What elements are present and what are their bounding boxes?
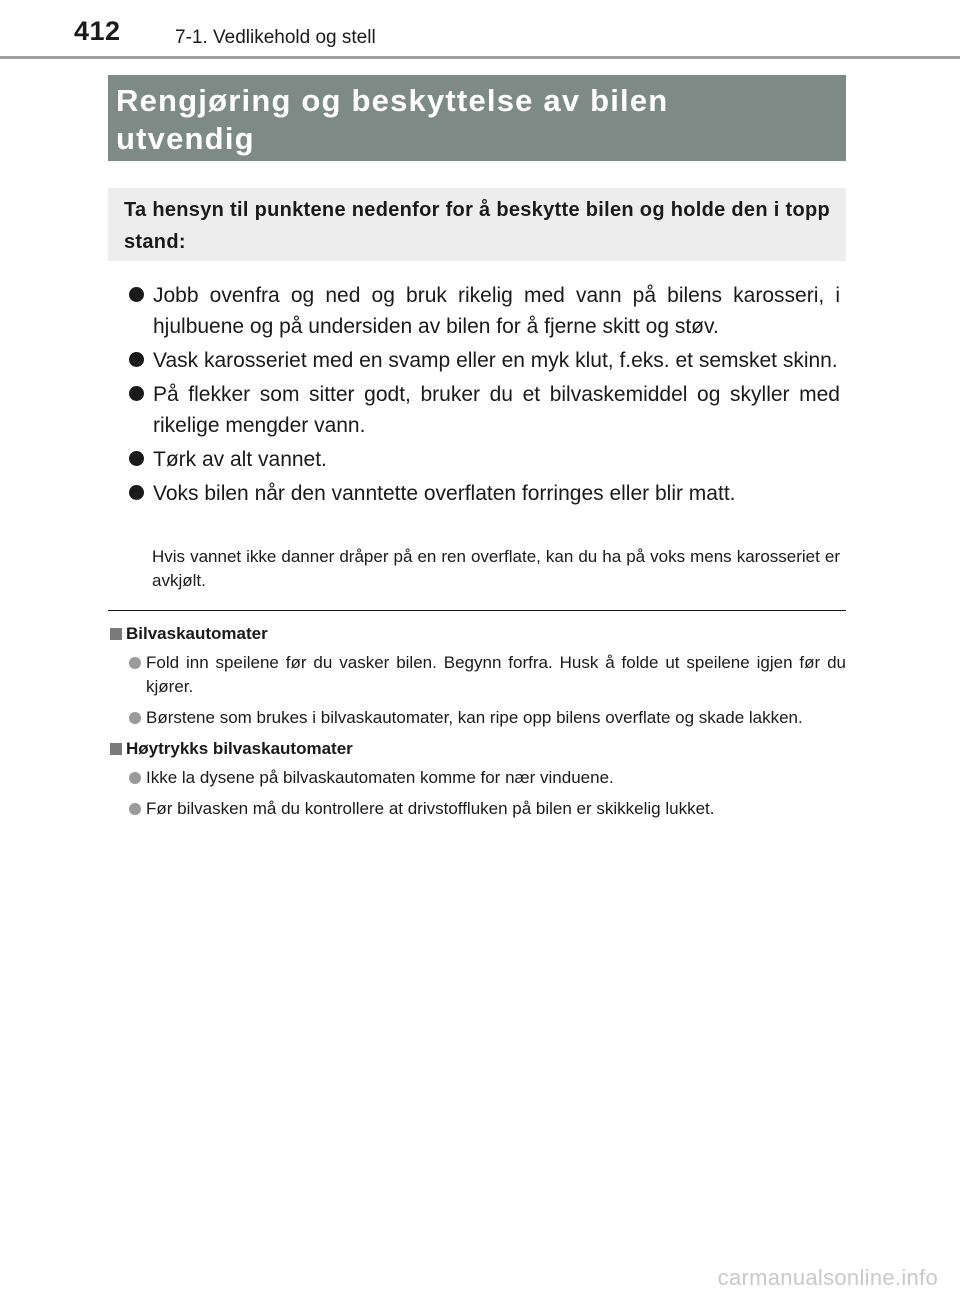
bullet-icon bbox=[129, 712, 141, 724]
list-item-text: Vask karosseriet med en svamp eller en myk klut, f.eks. et semsket skinn. bbox=[153, 349, 838, 372]
list-item bbox=[108, 766, 846, 790]
page-number: 412 bbox=[74, 16, 121, 46]
high-pressure-list bbox=[108, 766, 846, 821]
list-item-text: Jobb ovenfra og ned og bruk rikelig med vann på bilens karosseri, i hjulbuene og på undersiden av bilen for å fjerne skitt og støv. bbox=[153, 284, 840, 338]
page-header bbox=[0, 0, 960, 58]
watermark: carmanualsonline.info bbox=[717, 1265, 938, 1290]
section-title-line2: utvendig bbox=[116, 121, 255, 156]
list-item bbox=[108, 797, 846, 821]
bullet-icon bbox=[129, 287, 144, 302]
info-sections bbox=[108, 622, 846, 828]
bullet-icon bbox=[129, 772, 141, 784]
header-divider bbox=[0, 56, 960, 59]
list-item bbox=[126, 379, 840, 441]
bullet-icon bbox=[129, 803, 141, 815]
list-item-text: Voks bilen når den vanntette overflaten forringes eller blir matt. bbox=[153, 482, 736, 505]
list-item-text: Tørk av alt vannet. bbox=[153, 448, 327, 471]
section-heading-text: Høytrykks bilvaskautomater bbox=[126, 739, 353, 758]
section-heading-car-wash bbox=[108, 622, 846, 646]
bullet-icon bbox=[129, 657, 141, 669]
bullet-icon bbox=[129, 386, 144, 401]
chapter-title: 7-1. Vedlikehold og stell bbox=[175, 27, 376, 48]
section-divider bbox=[108, 610, 846, 611]
list-item-text: På flekker som sitter godt, bruker du et bilvaskemiddel og skyller med rikelige mengder vann. bbox=[153, 383, 840, 437]
list-item bbox=[126, 280, 840, 342]
list-item bbox=[108, 651, 846, 699]
intro-text: Ta hensyn til punktene nedenfor for å beskytte bilen og holde den i topp stand: bbox=[108, 188, 846, 261]
car-wash-list bbox=[108, 651, 846, 730]
list-item bbox=[126, 478, 840, 509]
list-item bbox=[108, 706, 846, 730]
list-item-text: Ikke la dysene på bilvaskautomaten komme for nær vinduene. bbox=[146, 768, 614, 787]
section-heading-text: Bilvaskautomater bbox=[126, 624, 268, 643]
list-item-text: Fold inn speilene før du vasker bilen. Begynn forfra. Husk å folde ut speilene igjen før du kjører. bbox=[146, 653, 846, 696]
list-item bbox=[126, 444, 840, 475]
list-item-text: Børstene som brukes i bilvaskautomater, kan ripe opp bilens overflate og skade lakken. bbox=[146, 708, 803, 727]
main-bullet-list bbox=[126, 280, 840, 512]
section-heading-high-pressure bbox=[108, 737, 846, 761]
square-bullet-icon bbox=[110, 628, 122, 640]
list-item bbox=[126, 345, 840, 376]
wax-note: Hvis vannet ikke danner dråper på en ren overflate, kan du ha på voks mens karosseriet er avkjølt. bbox=[152, 547, 840, 590]
bullet-icon bbox=[129, 451, 144, 466]
section-title bbox=[108, 75, 846, 161]
bullet-icon bbox=[129, 352, 144, 367]
square-bullet-icon bbox=[110, 743, 122, 755]
section-title-line1: Rengjøring og beskyttelse av bilen bbox=[116, 83, 669, 118]
bullet-icon bbox=[129, 485, 144, 500]
list-item-text: Før bilvasken må du kontrollere at drivstoffluken på bilen er skikkelig lukket. bbox=[146, 799, 715, 818]
